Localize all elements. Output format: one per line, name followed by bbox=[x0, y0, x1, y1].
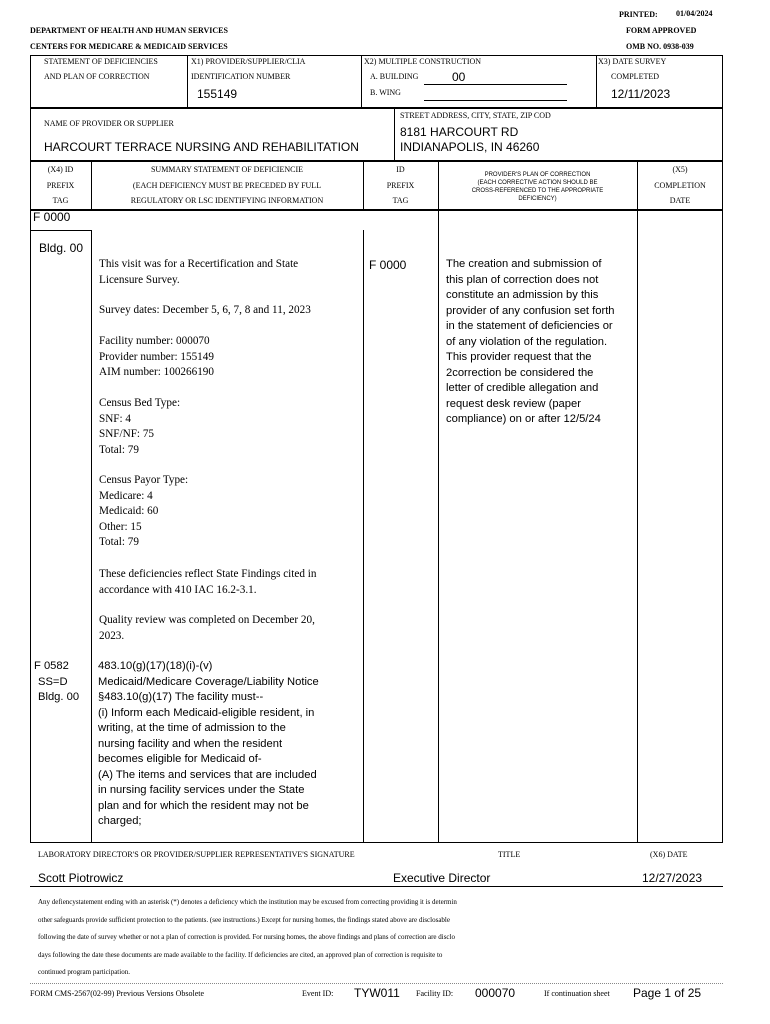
event-id-label: Event ID: bbox=[302, 989, 334, 998]
narrative-census-bed: Census Bed Type: SNF: 4 SNF/NF: 75 Total: 79 bbox=[99, 397, 181, 456]
facility-id-label: Facility ID: bbox=[416, 989, 454, 998]
survey-completed-date: 12/11/2023 bbox=[611, 87, 671, 101]
narrative-visit: This visit was for a Recertification and State Licensure Survey. bbox=[99, 258, 299, 286]
provider-name-label: NAME OF PROVIDER OR SUPPLIER bbox=[44, 119, 174, 128]
address-line-2: INDIANAPOLIS, IN 46260 bbox=[400, 140, 540, 154]
disclaimer: Any defiencystatement ending with an asterisk (*) denotes a deficiency which the institution may be excused from correcting providing it is determin other safeguards provide sufficient protection to the patients. (see instructions.) Except for nursing homes, the findings stated above are disclosable following the date of survey whether or not a plan of correction is provided. For nursing homes, the above findings and plans of correction are disclo days following the date these documents are made available to the facility. If deficiencies are cited, an approved plan of correction is requisite to continued program participation. bbox=[38, 898, 457, 976]
x4-header-1: (X4) ID bbox=[47, 165, 74, 174]
x5-header-3: DATE bbox=[669, 196, 691, 205]
narrative-survey-dates: Survey dates: December 5, 6, 7, 8 and 11, 2023 bbox=[99, 304, 311, 316]
regulation-text: 483.10(g)(17)(18)(i)-(v) Medicaid/Medicare Coverage/Liability Notice §483.10(g)(17) The facility must-- (i) Inform each Medicaid-eligible resident, in writing, at the time of admission to the nursing facility and when the resident becomes eligible for Medicaid of- (A) The items and services that are included in nursing facility services under the State plan and for which the resident may not be charged; bbox=[98, 660, 319, 827]
address-line-1: 8181 HARCOURT RD bbox=[400, 125, 519, 139]
date-label: (X6) DATE bbox=[650, 850, 688, 859]
signature-title: Executive Director bbox=[393, 871, 491, 885]
id-header-3: TAG bbox=[392, 196, 409, 205]
summary-header-3: REGULATORY OR LSC IDENTIFYING INFORMATION bbox=[130, 196, 324, 205]
event-id: TYW011 bbox=[354, 986, 400, 1000]
narrative-facility: Facility number: 000070 Provider number: 155149 AIM number: 100266190 bbox=[99, 335, 214, 378]
plan-of-correction: The creation and submission of this plan of correction does not constitute an admission by this provider of any confusion set forth in the statement of deficiencies or of any violation of the regulation. This provider request that the 2correction be considered the letter of credible allegation and request desk review (paper compliance) on or after 12/5/24 bbox=[446, 258, 615, 425]
omb-number: OMB NO. 0938-039 bbox=[626, 42, 694, 51]
plan-header-2: (EACH CORRECTIVE ACTION SHOULD BE bbox=[477, 180, 598, 186]
summary-header-1: SUMMARY STATEMENT OF DEFICIENCIE bbox=[150, 165, 304, 174]
provider-id-value: 155149 bbox=[197, 87, 238, 101]
x5-header-1: (X5) bbox=[672, 165, 688, 174]
agency-dept: DEPARTMENT OF HEALTH AND HUMAN SERVICES bbox=[30, 26, 228, 35]
address-label: STREET ADDRESS, CITY, STATE, ZIP COD bbox=[400, 111, 551, 120]
title-label: TITLE bbox=[498, 850, 521, 859]
plan-header-1: PROVIDER'S PLAN OF CORRECTION bbox=[484, 172, 591, 178]
agency-centers: CENTERS FOR MEDICARE & MEDICAID SERVICES bbox=[30, 42, 228, 51]
x3-label-2: COMPLETED bbox=[611, 72, 659, 81]
tag-f0000: F 0000 bbox=[33, 210, 71, 224]
plan-header-3: CROSS-REFERENCED TO THE APPROPRIATE bbox=[471, 188, 604, 194]
narrative-census-payor: Census Payor Type: Medicare: 4 Medicaid: 60 Other: 15 Total: 79 bbox=[99, 474, 189, 548]
x5-header-2: COMPLETION bbox=[654, 181, 706, 190]
signature-date: 12/27/2023 bbox=[642, 871, 703, 885]
tag-bldg: Bldg. 00 bbox=[39, 241, 84, 255]
continuation-label: If continuation sheet bbox=[544, 989, 610, 998]
x4-header-2: PREFIX bbox=[46, 181, 75, 190]
id-tag-f0000: F 0000 bbox=[369, 258, 407, 272]
printed-label: PRINTED: bbox=[619, 10, 658, 19]
provider-name: HARCOURT TERRACE NURSING AND REHABILITATION bbox=[44, 140, 359, 154]
statement-label-2: AND PLAN OF CORRECTION bbox=[44, 72, 150, 81]
id-header-2: PREFIX bbox=[386, 181, 415, 190]
id-header-1: ID bbox=[396, 165, 405, 174]
statement-label-1: STATEMENT OF DEFICIENCIES bbox=[44, 57, 158, 66]
narrative-findings: These deficiencies reflect State Findings cited in accordance with 410 IAC 16.2-3.1. bbox=[99, 568, 317, 596]
x1-label: X1) PROVIDER/SUPPLIER/CLIA bbox=[191, 57, 306, 66]
printed-date: 01/04/2024 bbox=[676, 9, 713, 18]
plan-header-4: DEFICIENCY) bbox=[518, 196, 557, 202]
form-number: FORM CMS-2567(02-99) Previous Versions Obsolete bbox=[30, 989, 205, 998]
facility-id: 000070 bbox=[475, 986, 516, 1000]
form-approved: FORM APPROVED bbox=[626, 26, 697, 35]
building-value: 00 bbox=[452, 70, 466, 84]
signature-name: Scott Piotrowicz bbox=[38, 871, 124, 885]
summary-header-2: (EACH DEFICIENCY MUST BE PRECEDED BY FULL bbox=[132, 181, 322, 190]
x1-label-2: IDENTIFICATION NUMBER bbox=[191, 72, 291, 81]
x4-header-3: TAG bbox=[52, 196, 69, 205]
page-number: Page 1 of 25 bbox=[633, 986, 702, 1000]
tag-f0582: F 0582 SS=D Bldg. 00 bbox=[34, 660, 80, 703]
wing-label: B. WING bbox=[370, 88, 401, 97]
x2-label: X2) MULTIPLE CONSTRUCTION bbox=[364, 57, 482, 66]
x3-label: X3) DATE SURVEY bbox=[598, 57, 667, 66]
building-label: A. BUILDING bbox=[370, 72, 419, 81]
signature-label: LABORATORY DIRECTOR'S OR PROVIDER/SUPPLIER REPRESENTATIVE'S SIGNATURE bbox=[38, 850, 355, 859]
narrative-quality-review: Quality review was completed on December 20, 2023. bbox=[99, 614, 315, 642]
